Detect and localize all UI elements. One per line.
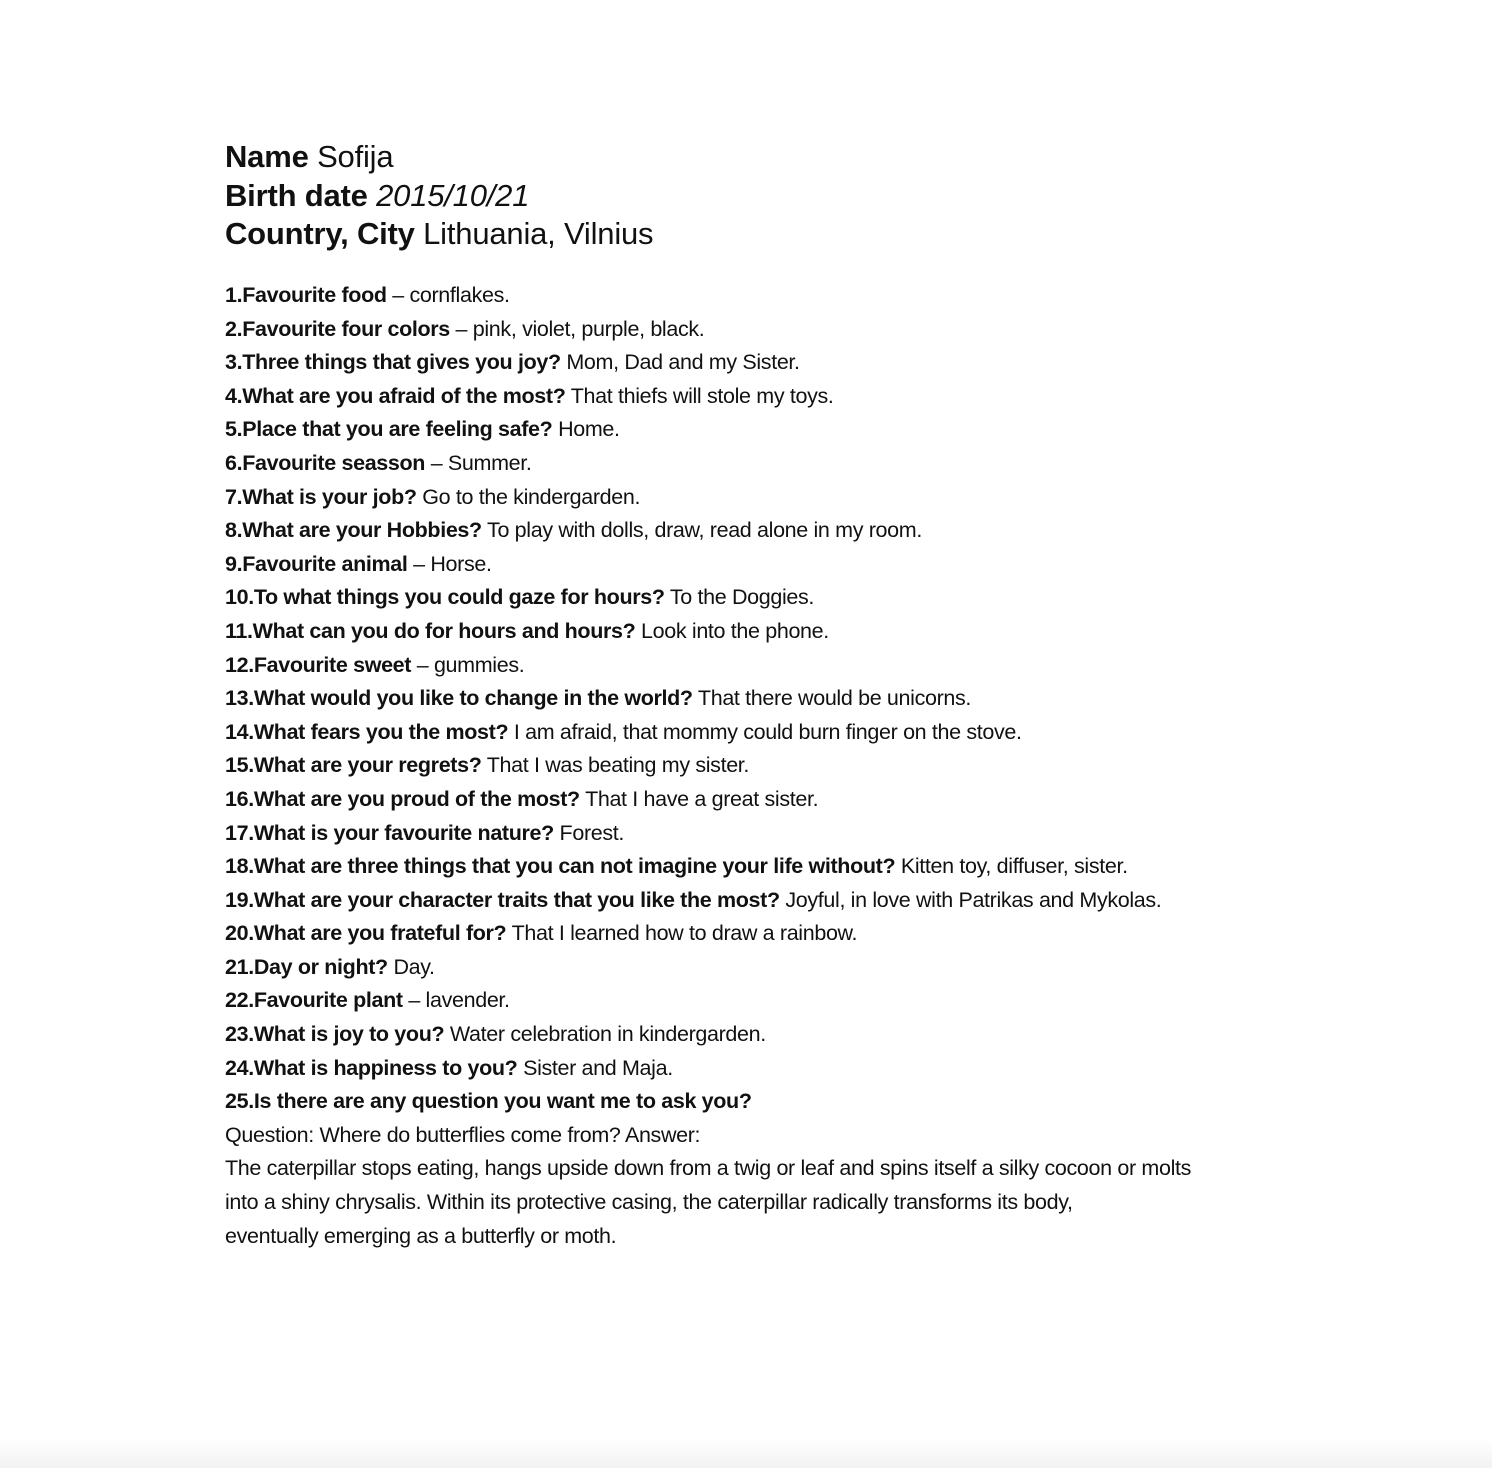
answer-text: To play with dolls, draw, read alone in my room.: [481, 518, 922, 543]
answer-text: Forest.: [553, 820, 625, 845]
question-line: [225, 817, 1375, 851]
answer-text: Sister and Maja.: [517, 1055, 673, 1080]
question-line: [225, 749, 1375, 783]
question-text: 22.Favourite plant: [225, 988, 403, 1013]
question-text: 17.What is your favourite nature?: [225, 820, 554, 845]
answer-text: That I learned how to draw a rainbow.: [506, 921, 858, 946]
answer-text: – lavender.: [402, 988, 510, 1013]
question-text: 5.Place that you are feeling safe?: [225, 417, 553, 442]
question-text: 4.What are you afraid of the most?: [225, 383, 566, 408]
answer-text: – Horse.: [407, 551, 492, 576]
location-line: [225, 215, 1325, 254]
question-text: 20.What are you frateful for?: [225, 921, 507, 946]
question-line: [225, 884, 1375, 918]
answer-text: To the Doggies.: [664, 585, 815, 610]
location-label: Country, City: [225, 216, 415, 251]
question-line: [225, 346, 1375, 380]
name-value: Sofija: [317, 139, 394, 174]
birth-date-label: Birth date: [225, 177, 368, 213]
name-label: Name: [225, 139, 309, 174]
question-text: 12.Favourite sweet: [225, 652, 412, 677]
question-text: 1.Favourite food: [225, 283, 387, 307]
question-line: [225, 380, 1375, 414]
question-text: 15.What are your regrets?: [225, 753, 482, 778]
answer-text: Water celebration in kindergarden.: [444, 1022, 766, 1047]
answer-text: – cornflakes.: [386, 283, 510, 307]
question-line: [225, 581, 1375, 615]
question-text: 6.Favourite seasson: [225, 450, 426, 475]
extra-question: Question: Where do butterflies come from? Answer:: [225, 1122, 701, 1147]
answer-text: Mom, Dad and my Sister.: [560, 350, 800, 375]
question-text: 23.What is joy to you?: [225, 1022, 445, 1047]
questionnaire: [225, 279, 1375, 1253]
question-line: [225, 1018, 1375, 1052]
question-text: 8.What are your Hobbies?: [225, 518, 482, 543]
question-line: [225, 514, 1375, 548]
question-line: [225, 447, 1375, 481]
question-line: [225, 682, 1375, 716]
question-text: 14.What fears you the most?: [225, 719, 509, 744]
answer-text: – pink, violet, purple, black.: [449, 316, 705, 341]
extra-answer-line: into a shiny chrysalis. Within its protective casing, the caterpillar radically transforms its body,: [225, 1190, 1073, 1215]
question-text: 2.Favourite four colors: [225, 316, 450, 341]
profile-header: [225, 138, 1325, 254]
question-line: [225, 783, 1375, 817]
question-line: [225, 951, 1375, 985]
question-line: [225, 1085, 1375, 1119]
answer-text: Joyful, in love with Patrikas and Mykolas.: [779, 887, 1162, 912]
extra-answer-line: eventually emerging as a butterfly or moth.: [225, 1223, 617, 1248]
location-value: Lithuania, Vilnius: [423, 216, 654, 251]
name-line: [225, 138, 1325, 177]
birth-date-value: 2015/10/21: [376, 177, 530, 213]
extra-answer-line: The caterpillar stops eating, hangs upside down from a twig or leaf and spins itself a silky cocoon or molts: [225, 1156, 1192, 1181]
question-text: 13.What would you like to change in the world?: [225, 686, 693, 711]
question-text: 21.Day or night?: [225, 954, 388, 979]
question-line: [225, 615, 1375, 649]
question-text: 16.What are you proud of the most?: [225, 786, 580, 811]
question-line: [225, 279, 1375, 313]
question-text: 10.To what things you could gaze for hours?: [225, 585, 665, 610]
question-text: 24.What is happiness to you?: [225, 1055, 518, 1080]
question-line: [225, 481, 1375, 515]
question-line: [225, 984, 1375, 1018]
question-line: [225, 1052, 1375, 1086]
answer-text: – Summer.: [425, 450, 532, 475]
question-text: 18.What are three things that you can not imagine your life without?: [225, 854, 896, 879]
question-line: [225, 649, 1375, 683]
question-text: 11.What can you do for hours and hours?: [225, 618, 636, 643]
birth-date-line: [225, 177, 1325, 216]
question-text: 7.What is your job?: [225, 484, 417, 509]
answer-text: Home.: [552, 417, 620, 442]
question-text: 19.What are your character traits that you like the most?: [225, 887, 780, 912]
page-bottom-edge: [0, 1438, 1492, 1468]
answer-text: That I have a great sister.: [579, 786, 819, 811]
question-line: [225, 917, 1375, 951]
answer-text: Go to the kindergarden.: [416, 484, 641, 509]
answer-text: I am afraid, that mommy could burn finger on the stove.: [508, 719, 1022, 744]
question-text: 9.Favourite animal: [225, 551, 408, 576]
question-line: [225, 313, 1375, 347]
answer-text: That I was beating my sister.: [481, 753, 750, 778]
question-line: [225, 548, 1375, 582]
answer-text: Look into the phone.: [635, 618, 829, 643]
answer-text: That thiefs will stole my toys.: [565, 383, 834, 408]
question-line: [225, 716, 1375, 750]
question-text: 25.Is there are any question you want me to ask you?: [225, 1089, 752, 1114]
question-line: [225, 850, 1375, 884]
question-line: [225, 413, 1375, 447]
answer-text: Kitten toy, diffuser, sister.: [895, 854, 1128, 879]
answer-text: Day.: [387, 954, 435, 979]
question-text: 3.Three things that gives you joy?: [225, 350, 561, 375]
answer-text: That there would be unicorns.: [692, 686, 972, 711]
answer-text: – gummies.: [411, 652, 525, 677]
